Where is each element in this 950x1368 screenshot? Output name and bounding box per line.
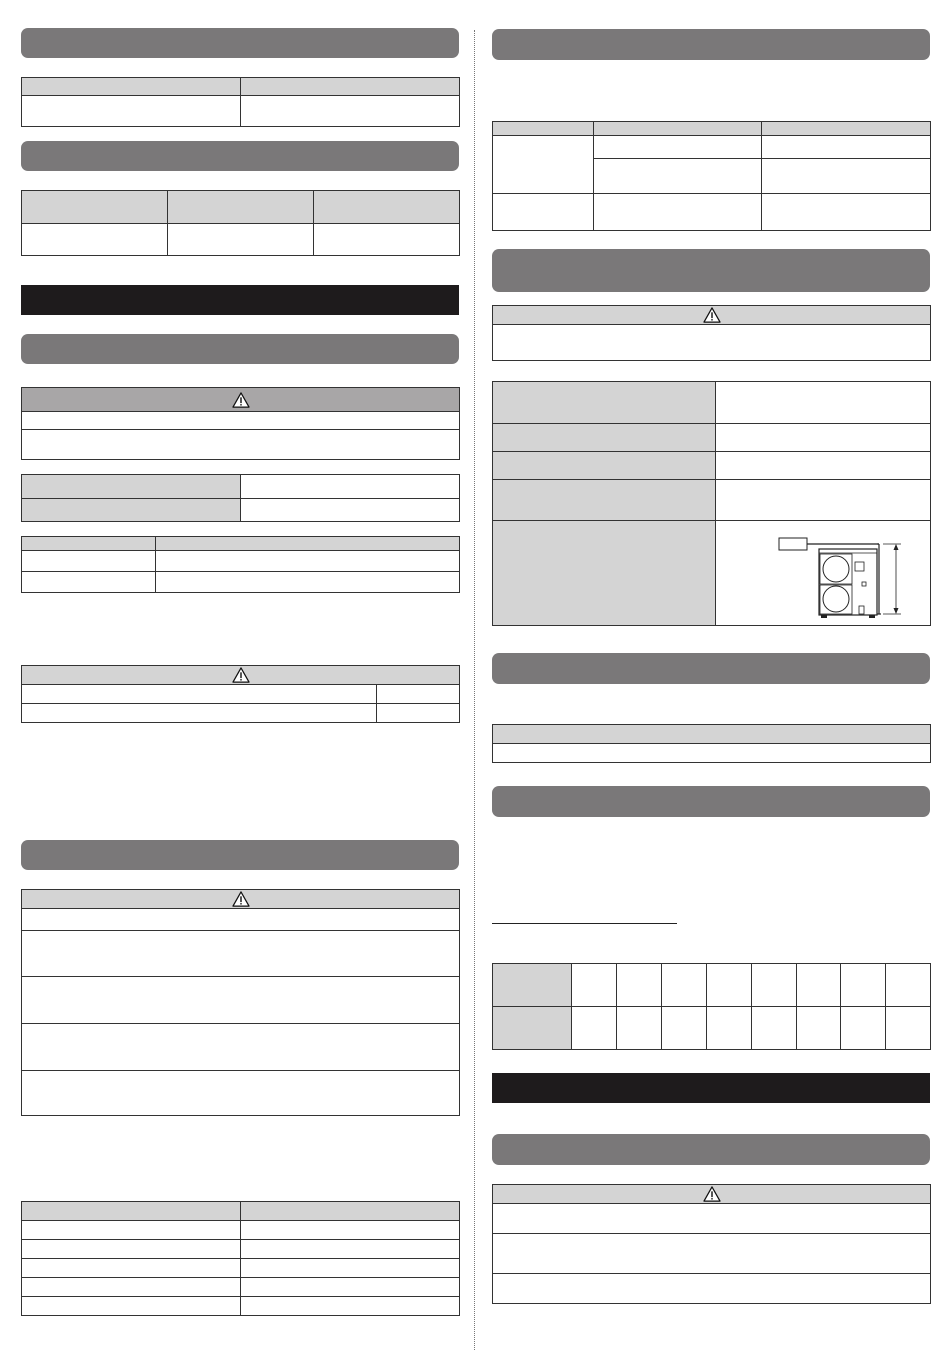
table-cell [241,475,460,499]
table-cell [572,1007,617,1050]
black-section-bar-2 [492,1073,930,1103]
table-cell [22,977,460,1024]
table-cell [241,1202,460,1221]
diagram-cell [716,521,931,626]
table-cell [707,1007,752,1050]
table-cell [493,1274,931,1304]
table-cell [493,521,716,626]
table-cell [156,572,460,593]
table-cell [22,224,168,256]
table-cell [662,964,707,1007]
table-cell [22,1297,241,1316]
table-cell [22,1202,241,1221]
table-cell [241,499,460,522]
table-cell [493,744,931,763]
table-cell [493,325,931,361]
table-cell [22,1240,241,1259]
warning-table-5 [492,1184,931,1304]
table-cell [22,475,241,499]
table-cell [617,964,662,1007]
section-header-5 [492,29,930,60]
warning-header [22,388,460,412]
table-cell [493,136,594,194]
table-cell [493,194,594,231]
table-cell [241,1278,460,1297]
table-cell [762,194,931,231]
table-cell [594,136,762,159]
table-cell [797,1007,841,1050]
table-cell [572,964,617,1007]
warning-table-3 [21,889,460,1116]
table-7 [492,381,931,626]
table-cell [594,194,762,231]
warning-header [493,306,931,325]
warning-header [22,666,460,685]
table-4 [21,536,460,593]
table-cell [241,1221,460,1240]
table-cell [662,1007,707,1050]
table-cell [22,78,241,96]
table-cell [752,1007,797,1050]
section-header-1 [21,28,459,58]
table-cell [841,1007,886,1050]
table-cell [22,1259,241,1278]
warning-triangle-icon [703,1186,721,1202]
table-cell [22,96,241,127]
table-cell [493,424,716,452]
table-cell [716,424,931,452]
black-section-bar-1 [21,285,459,315]
table-3 [21,474,460,522]
table-cell [22,499,241,522]
section-header-9 [492,1134,930,1165]
warning-triangle-icon [703,307,721,323]
table-cell [493,480,716,521]
warning-header [22,890,460,909]
table-cell [594,122,762,136]
table-cell [22,1024,460,1071]
table-cell [617,1007,662,1050]
table-cell [493,382,716,424]
table-cell [493,1204,931,1234]
column-divider [474,30,475,1350]
table-cell [22,191,168,224]
underline-rule [492,923,677,924]
table-cell [493,964,572,1007]
table-cell [22,1071,460,1116]
table-cell [314,224,460,256]
warning-triangle-icon [232,392,250,408]
section-header-6 [492,249,930,292]
table-cell [493,725,931,744]
table-cell [22,537,156,551]
warning-table-4 [492,305,931,361]
outdoor-unit-diagram-icon [716,522,929,625]
section-header-3 [21,334,459,364]
table-cell [22,572,156,593]
section-header-4 [21,840,459,870]
section-header-2 [21,141,459,171]
warning-triangle-icon [232,667,250,683]
table-cell [493,1234,931,1274]
table-cell [841,964,886,1007]
table-cell [22,551,156,572]
table-cell [168,191,314,224]
warning-table-2 [21,665,460,723]
table-cell [886,964,931,1007]
warning-triangle-icon [232,891,250,907]
table-cell [22,1278,241,1297]
warning-header [493,1185,931,1204]
table-cell [762,136,931,159]
table-cell [22,704,377,723]
table-cell [241,78,460,96]
table-cell [241,1240,460,1259]
table-cell [377,685,460,704]
table-cell [22,412,460,430]
table-cell [594,159,762,194]
table-cell [762,122,931,136]
table-cell [716,382,931,424]
table-2 [21,190,460,256]
section-header-8 [492,786,930,817]
table-cell [22,1221,241,1240]
table-cell [22,909,460,931]
table-5 [21,1201,460,1316]
table-cell [752,964,797,1007]
warning-table-1 [21,387,460,460]
table-1 [21,77,460,127]
table-9 [492,963,931,1050]
table-cell [22,931,460,977]
table-8 [492,724,931,763]
table-cell [716,452,931,480]
table-cell [241,96,460,127]
table-cell [377,704,460,723]
table-cell [886,1007,931,1050]
table-cell [716,480,931,521]
table-cell [493,452,716,480]
table-cell [493,122,594,136]
table-cell [762,159,931,194]
table-cell [22,430,460,460]
table-cell [22,685,377,704]
table-cell [241,1297,460,1316]
table-cell [707,964,752,1007]
table-6 [492,121,931,231]
table-cell [314,191,460,224]
table-cell [156,537,460,551]
table-cell [241,1259,460,1278]
table-cell [797,964,841,1007]
table-cell [493,1007,572,1050]
table-cell [156,551,460,572]
section-header-7 [492,653,930,684]
table-cell [168,224,314,256]
